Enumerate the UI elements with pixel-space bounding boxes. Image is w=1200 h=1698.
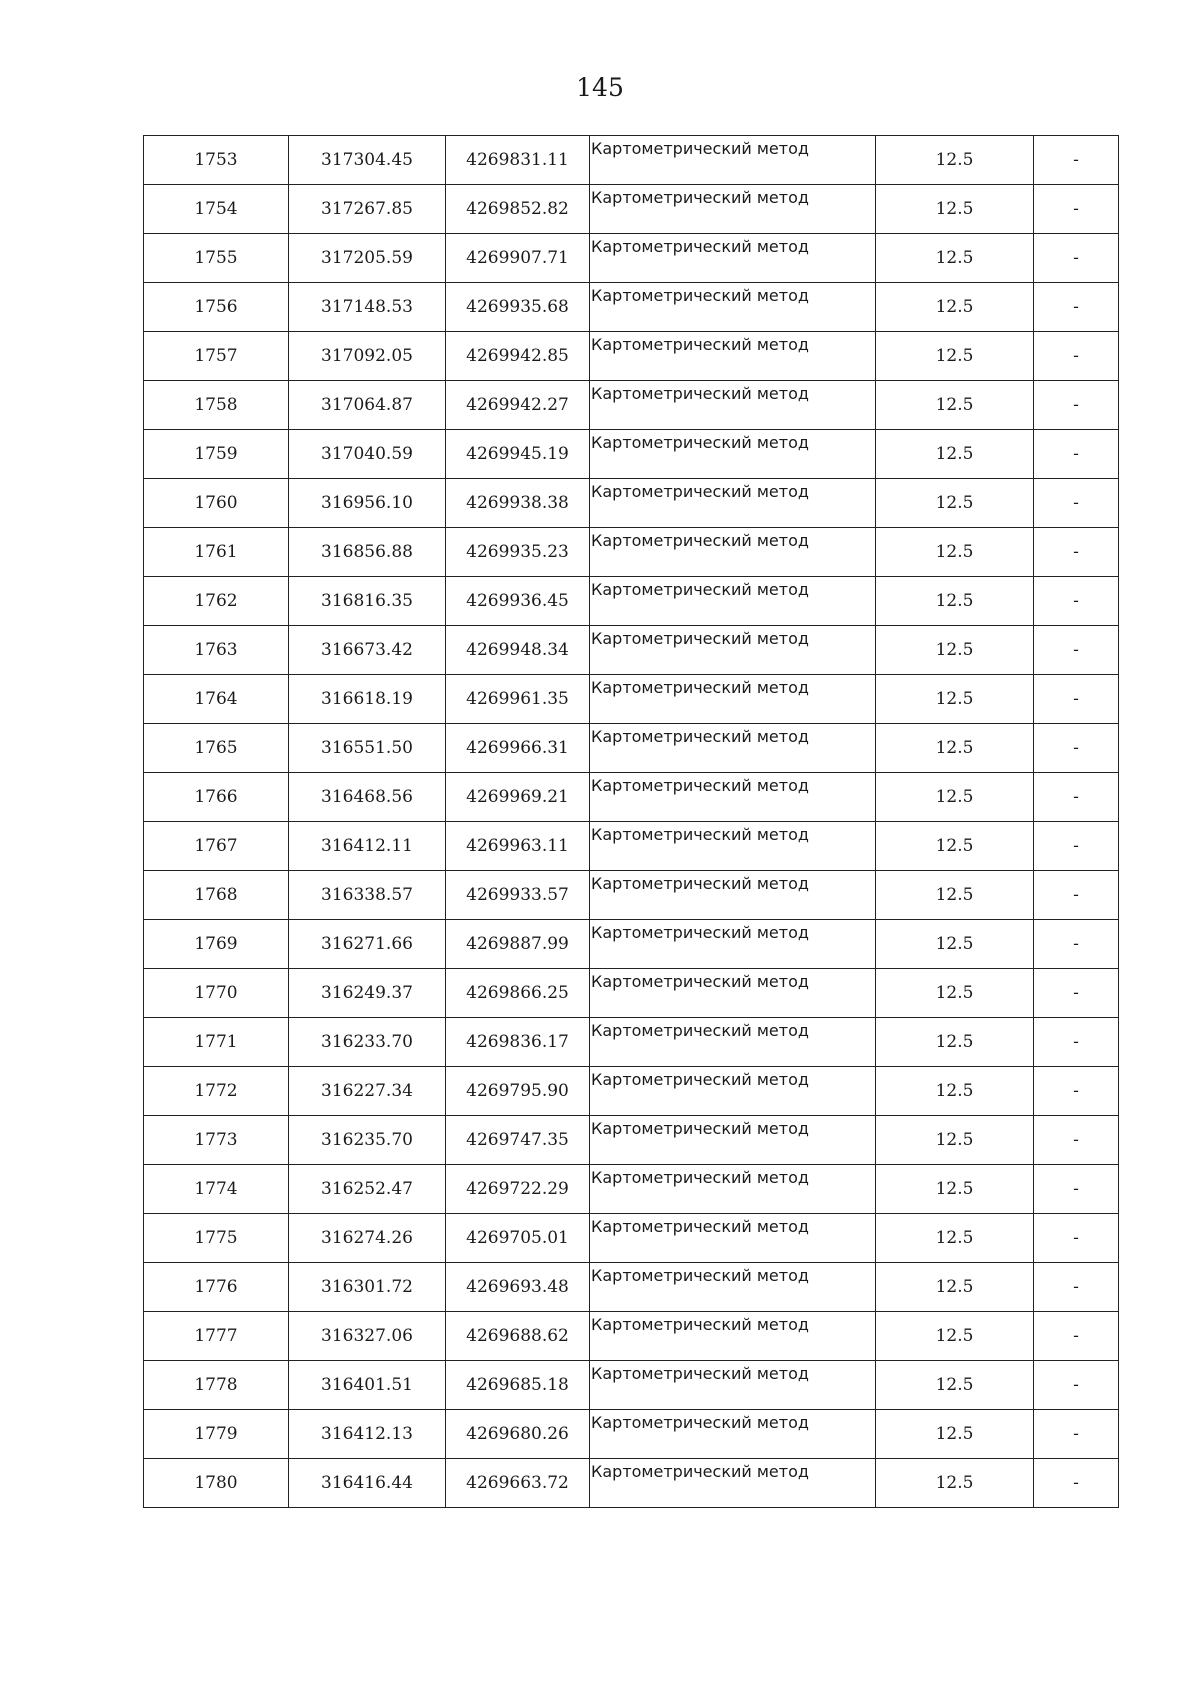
note-cell: - xyxy=(1034,234,1119,283)
y-coordinate-cell: 4269887.99 xyxy=(446,920,590,969)
point-number-cell: 1763 xyxy=(144,626,289,675)
point-number-cell: 1758 xyxy=(144,381,289,430)
note-cell: - xyxy=(1034,577,1119,626)
y-coordinate-cell: 4269685.18 xyxy=(446,1361,590,1410)
method-cell: Картометрический метод xyxy=(590,626,876,675)
table-row xyxy=(144,528,1119,577)
point-number-cell: 1778 xyxy=(144,1361,289,1410)
table-row xyxy=(144,969,1119,1018)
table-row xyxy=(144,1116,1119,1165)
table-row xyxy=(144,1067,1119,1116)
method-cell: Картометрический метод xyxy=(590,381,876,430)
table-row xyxy=(144,920,1119,969)
method-cell: Картометрический метод xyxy=(590,1410,876,1459)
method-cell: Картометрический метод xyxy=(590,675,876,724)
x-coordinate-cell: 317304.45 xyxy=(289,136,446,185)
note-cell: - xyxy=(1034,626,1119,675)
y-coordinate-cell: 4269945.19 xyxy=(446,430,590,479)
x-coordinate-cell: 316252.47 xyxy=(289,1165,446,1214)
table-row xyxy=(144,1312,1119,1361)
y-coordinate-cell: 4269836.17 xyxy=(446,1018,590,1067)
point-number-cell: 1756 xyxy=(144,283,289,332)
y-coordinate-cell: 4269747.35 xyxy=(446,1116,590,1165)
x-coordinate-cell: 316856.88 xyxy=(289,528,446,577)
x-coordinate-cell: 316816.35 xyxy=(289,577,446,626)
x-coordinate-cell: 316956.10 xyxy=(289,479,446,528)
point-number-cell: 1779 xyxy=(144,1410,289,1459)
accuracy-cell: 12.5 xyxy=(876,1165,1034,1214)
method-cell: Картометрический метод xyxy=(590,871,876,920)
x-coordinate-cell: 316274.26 xyxy=(289,1214,446,1263)
table-row xyxy=(144,577,1119,626)
point-number-cell: 1772 xyxy=(144,1067,289,1116)
accuracy-cell: 12.5 xyxy=(876,136,1034,185)
accuracy-cell: 12.5 xyxy=(876,1459,1034,1508)
x-coordinate-cell: 316551.50 xyxy=(289,724,446,773)
accuracy-cell: 12.5 xyxy=(876,871,1034,920)
table-row xyxy=(144,1165,1119,1214)
page-number: 145 xyxy=(576,73,624,102)
note-cell: - xyxy=(1034,1067,1119,1116)
x-coordinate-cell: 317040.59 xyxy=(289,430,446,479)
x-coordinate-cell: 316327.06 xyxy=(289,1312,446,1361)
point-number-cell: 1760 xyxy=(144,479,289,528)
accuracy-cell: 12.5 xyxy=(876,185,1034,234)
method-cell: Картометрический метод xyxy=(590,1361,876,1410)
table-row xyxy=(144,136,1119,185)
accuracy-cell: 12.5 xyxy=(876,234,1034,283)
point-number-cell: 1766 xyxy=(144,773,289,822)
point-number-cell: 1754 xyxy=(144,185,289,234)
table-row xyxy=(144,332,1119,381)
accuracy-cell: 12.5 xyxy=(876,1214,1034,1263)
accuracy-cell: 12.5 xyxy=(876,1312,1034,1361)
x-coordinate-cell: 316412.13 xyxy=(289,1410,446,1459)
y-coordinate-cell: 4269831.11 xyxy=(446,136,590,185)
x-coordinate-cell: 316468.56 xyxy=(289,773,446,822)
y-coordinate-cell: 4269663.72 xyxy=(446,1459,590,1508)
y-coordinate-cell: 4269963.11 xyxy=(446,822,590,871)
note-cell: - xyxy=(1034,136,1119,185)
accuracy-cell: 12.5 xyxy=(876,969,1034,1018)
x-coordinate-cell: 317148.53 xyxy=(289,283,446,332)
note-cell: - xyxy=(1034,479,1119,528)
accuracy-cell: 12.5 xyxy=(876,1067,1034,1116)
table-row xyxy=(144,1410,1119,1459)
table-row xyxy=(144,1459,1119,1508)
y-coordinate-cell: 4269966.31 xyxy=(446,724,590,773)
note-cell: - xyxy=(1034,1165,1119,1214)
accuracy-cell: 12.5 xyxy=(876,577,1034,626)
table-row xyxy=(144,822,1119,871)
table-row xyxy=(144,1018,1119,1067)
accuracy-cell: 12.5 xyxy=(876,381,1034,430)
note-cell: - xyxy=(1034,1116,1119,1165)
y-coordinate-cell: 4269907.71 xyxy=(446,234,590,283)
y-coordinate-cell: 4269936.45 xyxy=(446,577,590,626)
point-number-cell: 1770 xyxy=(144,969,289,1018)
point-number-cell: 1780 xyxy=(144,1459,289,1508)
y-coordinate-cell: 4269866.25 xyxy=(446,969,590,1018)
accuracy-cell: 12.5 xyxy=(876,626,1034,675)
x-coordinate-cell: 316412.11 xyxy=(289,822,446,871)
note-cell: - xyxy=(1034,773,1119,822)
table-row xyxy=(144,430,1119,479)
y-coordinate-cell: 4269722.29 xyxy=(446,1165,590,1214)
x-coordinate-cell: 316618.19 xyxy=(289,675,446,724)
method-cell: Картометрический метод xyxy=(590,1018,876,1067)
table-row xyxy=(144,381,1119,430)
note-cell: - xyxy=(1034,1459,1119,1508)
table-row xyxy=(144,675,1119,724)
coordinates-table-body xyxy=(144,136,1119,1508)
y-coordinate-cell: 4269935.68 xyxy=(446,283,590,332)
point-number-cell: 1775 xyxy=(144,1214,289,1263)
note-cell: - xyxy=(1034,430,1119,479)
method-cell: Картометрический метод xyxy=(590,1312,876,1361)
accuracy-cell: 12.5 xyxy=(876,332,1034,381)
point-number-cell: 1762 xyxy=(144,577,289,626)
point-number-cell: 1753 xyxy=(144,136,289,185)
point-number-cell: 1777 xyxy=(144,1312,289,1361)
accuracy-cell: 12.5 xyxy=(876,675,1034,724)
note-cell: - xyxy=(1034,381,1119,430)
note-cell: - xyxy=(1034,822,1119,871)
x-coordinate-cell: 316249.37 xyxy=(289,969,446,1018)
y-coordinate-cell: 4269852.82 xyxy=(446,185,590,234)
table-row xyxy=(144,185,1119,234)
x-coordinate-cell: 316416.44 xyxy=(289,1459,446,1508)
point-number-cell: 1768 xyxy=(144,871,289,920)
point-number-cell: 1761 xyxy=(144,528,289,577)
note-cell: - xyxy=(1034,969,1119,1018)
point-number-cell: 1755 xyxy=(144,234,289,283)
accuracy-cell: 12.5 xyxy=(876,528,1034,577)
note-cell: - xyxy=(1034,332,1119,381)
y-coordinate-cell: 4269688.62 xyxy=(446,1312,590,1361)
note-cell: - xyxy=(1034,675,1119,724)
method-cell: Картометрический метод xyxy=(590,1263,876,1312)
note-cell: - xyxy=(1034,1312,1119,1361)
note-cell: - xyxy=(1034,1263,1119,1312)
note-cell: - xyxy=(1034,1214,1119,1263)
x-coordinate-cell: 316673.42 xyxy=(289,626,446,675)
accuracy-cell: 12.5 xyxy=(876,773,1034,822)
method-cell: Картометрический метод xyxy=(590,1116,876,1165)
method-cell: Картометрический метод xyxy=(590,479,876,528)
table-row xyxy=(144,1214,1119,1263)
accuracy-cell: 12.5 xyxy=(876,1116,1034,1165)
point-number-cell: 1757 xyxy=(144,332,289,381)
point-number-cell: 1776 xyxy=(144,1263,289,1312)
point-number-cell: 1773 xyxy=(144,1116,289,1165)
method-cell: Картометрический метод xyxy=(590,1067,876,1116)
accuracy-cell: 12.5 xyxy=(876,1263,1034,1312)
x-coordinate-cell: 316227.34 xyxy=(289,1067,446,1116)
y-coordinate-cell: 4269961.35 xyxy=(446,675,590,724)
accuracy-cell: 12.5 xyxy=(876,479,1034,528)
x-coordinate-cell: 317205.59 xyxy=(289,234,446,283)
table-row xyxy=(144,1263,1119,1312)
method-cell: Картометрический метод xyxy=(590,332,876,381)
accuracy-cell: 12.5 xyxy=(876,283,1034,332)
x-coordinate-cell: 316301.72 xyxy=(289,1263,446,1312)
note-cell: - xyxy=(1034,283,1119,332)
method-cell: Картометрический метод xyxy=(590,430,876,479)
table-row xyxy=(144,234,1119,283)
method-cell: Картометрический метод xyxy=(590,283,876,332)
table-row xyxy=(144,479,1119,528)
x-coordinate-cell: 316233.70 xyxy=(289,1018,446,1067)
y-coordinate-cell: 4269680.26 xyxy=(446,1410,590,1459)
x-coordinate-cell: 316235.70 xyxy=(289,1116,446,1165)
note-cell: - xyxy=(1034,724,1119,773)
table-row xyxy=(144,871,1119,920)
table-row xyxy=(144,626,1119,675)
y-coordinate-cell: 4269969.21 xyxy=(446,773,590,822)
x-coordinate-cell: 316401.51 xyxy=(289,1361,446,1410)
point-number-cell: 1767 xyxy=(144,822,289,871)
accuracy-cell: 12.5 xyxy=(876,430,1034,479)
x-coordinate-cell: 317267.85 xyxy=(289,185,446,234)
table-row xyxy=(144,773,1119,822)
note-cell: - xyxy=(1034,920,1119,969)
accuracy-cell: 12.5 xyxy=(876,724,1034,773)
method-cell: Картометрический метод xyxy=(590,234,876,283)
note-cell: - xyxy=(1034,871,1119,920)
y-coordinate-cell: 4269693.48 xyxy=(446,1263,590,1312)
point-number-cell: 1759 xyxy=(144,430,289,479)
method-cell: Картометрический метод xyxy=(590,136,876,185)
x-coordinate-cell: 316338.57 xyxy=(289,871,446,920)
y-coordinate-cell: 4269705.01 xyxy=(446,1214,590,1263)
y-coordinate-cell: 4269933.57 xyxy=(446,871,590,920)
y-coordinate-cell: 4269942.27 xyxy=(446,381,590,430)
note-cell: - xyxy=(1034,185,1119,234)
note-cell: - xyxy=(1034,1018,1119,1067)
y-coordinate-cell: 4269942.85 xyxy=(446,332,590,381)
point-number-cell: 1765 xyxy=(144,724,289,773)
point-number-cell: 1771 xyxy=(144,1018,289,1067)
table-row xyxy=(144,1361,1119,1410)
point-number-cell: 1769 xyxy=(144,920,289,969)
method-cell: Картометрический метод xyxy=(590,773,876,822)
y-coordinate-cell: 4269948.34 xyxy=(446,626,590,675)
y-coordinate-cell: 4269935.23 xyxy=(446,528,590,577)
method-cell: Картометрический метод xyxy=(590,528,876,577)
method-cell: Картометрический метод xyxy=(590,577,876,626)
table-row xyxy=(144,283,1119,332)
point-number-cell: 1774 xyxy=(144,1165,289,1214)
point-number-cell: 1764 xyxy=(144,675,289,724)
method-cell: Картометрический метод xyxy=(590,1165,876,1214)
y-coordinate-cell: 4269938.38 xyxy=(446,479,590,528)
coordinates-table xyxy=(143,135,1119,1508)
x-coordinate-cell: 317064.87 xyxy=(289,381,446,430)
method-cell: Картометрический метод xyxy=(590,1214,876,1263)
method-cell: Картометрический метод xyxy=(590,822,876,871)
method-cell: Картометрический метод xyxy=(590,1459,876,1508)
method-cell: Картометрический метод xyxy=(590,920,876,969)
x-coordinate-cell: 317092.05 xyxy=(289,332,446,381)
method-cell: Картометрический метод xyxy=(590,185,876,234)
accuracy-cell: 12.5 xyxy=(876,1361,1034,1410)
accuracy-cell: 12.5 xyxy=(876,1410,1034,1459)
table-row xyxy=(144,724,1119,773)
accuracy-cell: 12.5 xyxy=(876,920,1034,969)
accuracy-cell: 12.5 xyxy=(876,822,1034,871)
note-cell: - xyxy=(1034,528,1119,577)
note-cell: - xyxy=(1034,1410,1119,1459)
y-coordinate-cell: 4269795.90 xyxy=(446,1067,590,1116)
method-cell: Картометрический метод xyxy=(590,724,876,773)
method-cell: Картометрический метод xyxy=(590,969,876,1018)
x-coordinate-cell: 316271.66 xyxy=(289,920,446,969)
note-cell: - xyxy=(1034,1361,1119,1410)
accuracy-cell: 12.5 xyxy=(876,1018,1034,1067)
